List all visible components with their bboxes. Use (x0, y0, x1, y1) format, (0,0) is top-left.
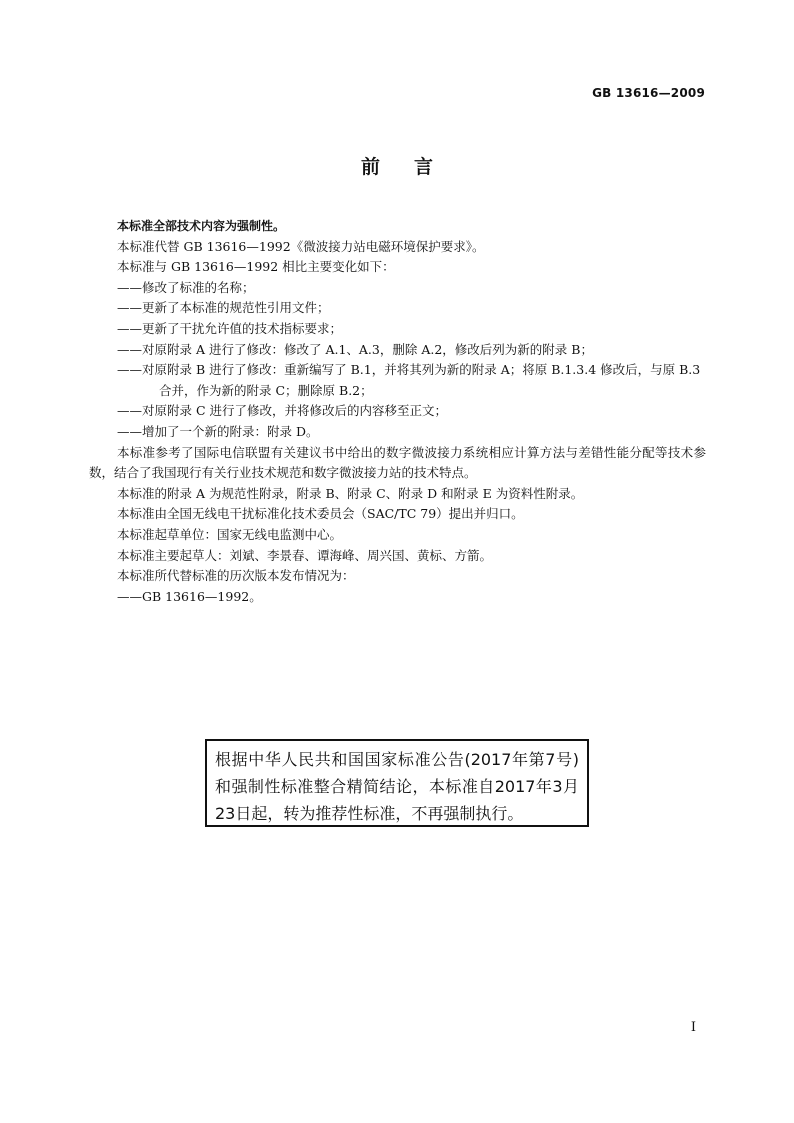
paragraph-mandatory: 本标准全部技术内容为强制性。 (117, 219, 286, 233)
paragraph-replaces: 本标准代替 GB 13616—1992《微波接力站电磁环境保护要求》。 (117, 238, 485, 254)
change-item: ——对原附录 C 进行了修改，并将修改后的内容移至正文； (117, 403, 448, 419)
foreword-body (89, 216, 706, 607)
change-item: ——修改了标准的名称； (117, 279, 255, 295)
paragraph-changes-intro: 本标准与 GB 13616—1992 相比主要变化如下： (117, 259, 395, 275)
paragraph-annexes: 本标准的附录 A 为规范性附录，附录 B、附录 C、附录 D 和附录 E 为资料性附录。 (117, 485, 584, 501)
change-item: ——对原附录 A 进行了修改：修改了 A.1、A.3，删除 A.2，修改后列为新的附录 B； (117, 341, 593, 357)
change-item: ——对原附录 B 进行了修改：重新编写了 B.1，并将其列为新的附录 A；将原 B.1.3.4 修改后，与原 B.3 合并，作为新的附录 C；删除原 B.2； (117, 362, 701, 398)
change-item: ——增加了一个新的附录：附录 D。 (117, 423, 319, 439)
paragraph-drafting-unit: 本标准起草单位：国家无线电监测中心。 (117, 526, 343, 542)
standard-code-header: GB 13616—2009 (592, 86, 705, 100)
change-item: ——更新了本标准的规范性引用文件； (117, 300, 330, 316)
page-title: 前言 (360, 156, 467, 178)
paragraph-references: 本标准参考了国际电信联盟有关建议书中给出的数字微波接力系统相应计算方法与差错性能分配等技术参数，结合了我国现行有关行业技术规范和数字微波接力站的技术特点。 (89, 444, 706, 481)
paragraph-proposer: 本标准由全国无线电干扰标准化技术委员会（SAC/TC 79）提出并归口。 (117, 506, 524, 522)
paragraph-drafters: 本标准主要起草人：刘斌、李景春、谭海峰、周兴国、黄标、方箭。 (117, 547, 493, 563)
status-notice-box: 根据中华人民共和国国家标准公告(2017年第7号)和强制性标准整合精简结论，本标准自2017年3月23日起，转为推荐性标准，不再强制执行。 (205, 739, 589, 827)
change-item: ——更新了干扰允许值的技术指标要求； (117, 320, 343, 336)
page-number: I (690, 1020, 696, 1035)
paragraph-history-intro: 本标准所代替标准的历次版本发布情况为： (117, 568, 355, 584)
history-item: ——GB 13616—1992。 (117, 588, 262, 604)
